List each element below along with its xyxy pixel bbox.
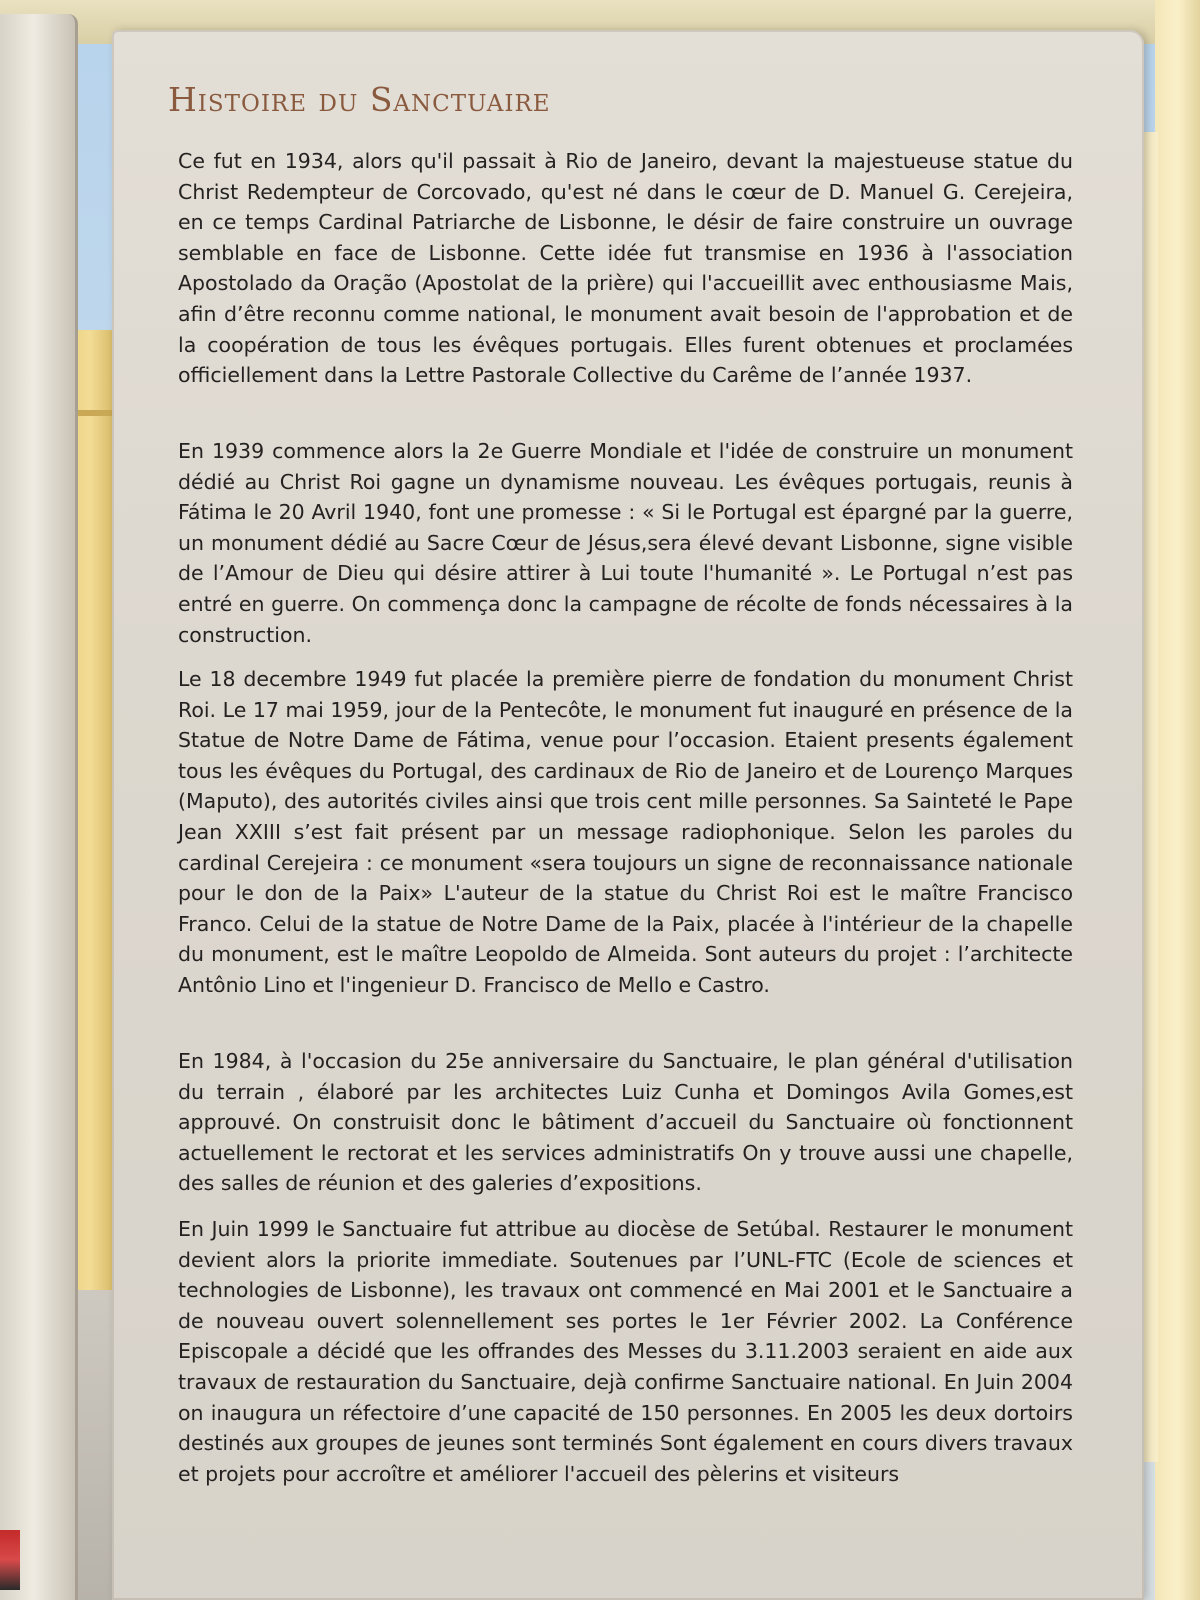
sign-paragraph-5: En Juin 1999 le Sanctuaire fut attribue au diocèse de Setúbal. Restaurer le monument devient alors la priorite immediate. Soutenues par l’UNL-FTC (Ecole de sciences et technologies de Lisbonne), les travaux ont commencé en Mai 2001 et le Sanctuaire a de nouveau ouvert solennellement ses portes le 1er Février 2002. La Conférence Episcopale a décidé que les offrandes des Messes du 3.11.2003 seraient en aide aux travaux de restauration du Sanctuaire, dejà confirme Sanctuaire national. En Juin 2004 on inaugura un réfectoire d’une capacité de 150 personnes. En 2005 les deux dortoirs destinés aux groupes de jeunes sont terminés Sont également en cours divers travaux et projets pour accroître et améliorer l'accueil des pèlerins et visiteurs: [178, 1217, 1073, 1486]
sticker-decal: [0, 1530, 20, 1590]
sign-paragraph-3: Le 18 decembre 1949 fut placée la première pierre de fondation du monument Christ Roi. Le 17 mai 1959, jour de la Pentecôte, le monument fut inauguré en présence de la Statue de Notre Dame de Fátima, venue pour l’occasion. Etaient presents également tous les évêques du Portugal, des cardinaux de Rio de Janeiro et de Lourenço Marques (Maputo), des autorités civiles ainsi que trois cent mille personnes. Sa Sainteté le Pape Jean XXIII s’est fait présent par un message radiophonique. Selon les paroles du cardinal Cerejeira : ce monument «sera toujours un signe de reconnaissance nationale pour le don de la Paix» L'auteur de la statue du Christ Roi est le maître Francisco Franco. Celui de la statue de Notre Dame de la Paix, placée à l'intérieur de la chapelle du monument, est le maître Leopoldo de Almeida. Sont auteurs du projet : l’architecte Antônio Lino et l'ingenieur D. Francisco de Mello e Castro.: [178, 667, 1073, 997]
sign-paragraph-4: En 1984, à l'occasion du 25e anniversaire du Sanctuaire, le plan général d'utilisation du terrain , élaboré par les architectes Luiz Cunha et Domingos Avila Gomes,est approuvé. On construisit donc le bâtiment d’accueil du Sanctuaire où fonctionnent actuellement le rectorat et les services administratifs On y trouve aussi une chapelle, des salles de réunion et des galeries d’expositions.: [178, 1049, 1073, 1196]
sign-paragraph-1: Ce fut en 1934, alors qu'il passait à Rio de Janeiro, devant la majestueuse statue du Christ Redempteur de Corcovado, qu'est né dans le cœur de D. Manuel G. Cerejeira, en ce temps Cardinal Patriarche de Lisbonne, le désir de faire construire un ouvrage semblable en face de Lisbonne. Cette idée fut transmise en 1936 à l'association Apostolado da Oração (Apostolat de la prière) qui l'accueillit avec enthousiasme Mais, afin d’être reconnu comme national, le monument avait besoin de l'approbation et de la coopération de tous les évêques portugais. Elles furent obtenues et proclamées officiellement dans la Lettre Pastorale Collective du Carême de l’année 1937.: [178, 149, 1073, 388]
sign-title: Histoire du Sanctuaire: [168, 80, 551, 119]
sign-paragraph-2: En 1939 commence alors la 2e Guerre Mondiale et l'idée de construire un monument dédié au Christ Roi gagne un dynamisme nouveau. Les évêques portugais, reunis à Fátima le 20 Avril 1940, font une promesse : « Si le Portugal est épargné par la guerre, un monument dédié au Sacre Cœur de Jésus,sera élevé devant Lisbonne, signe visible de l’Amour de Dieu qui désire attirer à Lui toute l'humanité ». Le Portugal n’est pas entré en guerre. On commença donc la campagne de récolte de fonds nécessaires à la construction.: [178, 439, 1073, 647]
yellow-frame-post-right: [1155, 0, 1200, 1600]
adjacent-sign-panel: [0, 14, 78, 1600]
